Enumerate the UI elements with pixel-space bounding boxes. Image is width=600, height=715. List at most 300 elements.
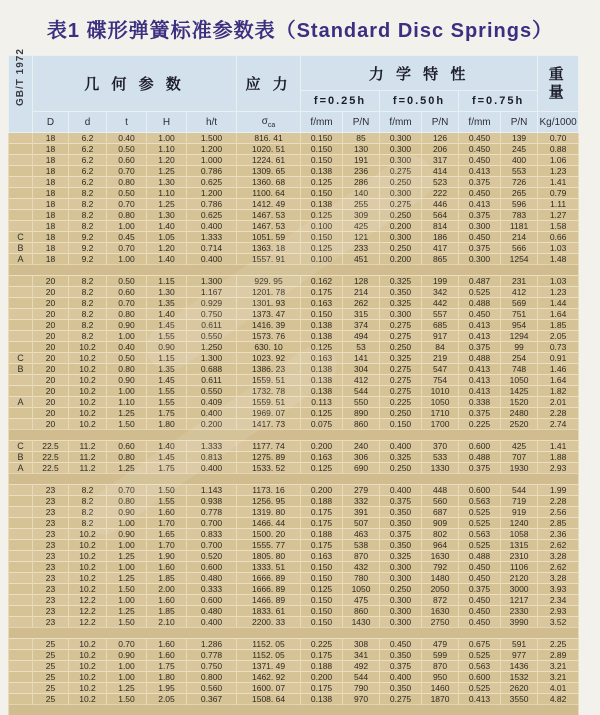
table-row xyxy=(9,551,579,562)
cell-f025: 0.162 xyxy=(301,276,343,287)
cell-p025: 308 xyxy=(343,639,380,650)
cell-p025: 1430 xyxy=(343,617,380,628)
cell-weight: 4.82 xyxy=(538,694,579,705)
group-gap-cell xyxy=(9,705,579,715)
cell-H: 2.00 xyxy=(147,584,187,595)
cell-ht: 0.778 xyxy=(187,650,237,661)
cell-p050: 754 xyxy=(422,375,459,386)
cell-type-letter xyxy=(9,133,33,144)
cell-f050: 0.275 xyxy=(380,331,422,342)
cell-f050: 0.275 xyxy=(380,375,422,386)
cell-sigma: 1467. 53 xyxy=(237,221,301,232)
cell-p025: 374 xyxy=(343,320,380,331)
cell-weight: 3.21 xyxy=(538,672,579,683)
cell-p025: 780 xyxy=(343,573,380,584)
cell-d: 8.2 xyxy=(69,496,107,507)
cell-p025: 279 xyxy=(343,485,380,496)
cell-type-letter: C xyxy=(9,441,33,452)
cell-f050: 0.250 xyxy=(380,243,422,254)
cell-type-letter xyxy=(9,606,33,617)
cell-p050: 2750 xyxy=(422,617,459,628)
cell-H: 1.65 xyxy=(147,529,187,540)
cell-sigma: 1275. 89 xyxy=(237,452,301,463)
cell-f075: 0.450 xyxy=(459,188,501,199)
table-row xyxy=(9,540,579,551)
page-title: 表1 碟形弹簧标准参数表（Standard Disc Springs） xyxy=(0,0,600,43)
cell-ht: 1.200 xyxy=(187,144,237,155)
cell-f075: 0.413 xyxy=(459,375,501,386)
cell-weight: 1.64 xyxy=(538,375,579,386)
cell-H: 1.70 xyxy=(147,540,187,551)
cell-p075: 139 xyxy=(501,133,538,144)
cell-d: 12.2 xyxy=(69,617,107,628)
cell-ht: 0.409 xyxy=(187,397,237,408)
cell-t: 1.00 xyxy=(107,221,147,232)
cell-p050: 186 xyxy=(422,232,459,243)
cell-ht: 0.600 xyxy=(187,562,237,573)
cell-t: 1.00 xyxy=(107,518,147,529)
cell-D: 20 xyxy=(33,364,69,375)
cell-t: 0.50 xyxy=(107,276,147,287)
cell-H: 1.20 xyxy=(147,243,187,254)
table-row xyxy=(9,606,579,617)
table-row xyxy=(9,419,579,430)
cell-type-letter xyxy=(9,551,33,562)
cell-p075: 400 xyxy=(501,155,538,166)
cell-f025: 0.150 xyxy=(301,232,343,243)
cell-p025: 240 xyxy=(343,441,380,452)
cell-D: 18 xyxy=(33,166,69,177)
cell-p050: 685 xyxy=(422,320,459,331)
cell-f025: 0.138 xyxy=(301,386,343,397)
cell-p050: 564 xyxy=(422,210,459,221)
cell-H: 1.25 xyxy=(147,166,187,177)
cell-p025: 870 xyxy=(343,551,380,562)
cell-sigma: 1462. 92 xyxy=(237,672,301,683)
cell-weight: 1.23 xyxy=(538,287,579,298)
cell-f050: 0.275 xyxy=(380,364,422,375)
group-gap-row xyxy=(9,265,579,276)
cell-p050: 479 xyxy=(422,639,459,650)
cell-weight: 2.01 xyxy=(538,397,579,408)
cell-p025: 315 xyxy=(343,309,380,320)
cell-H: 1.60 xyxy=(147,639,187,650)
cell-H: 1.95 xyxy=(147,683,187,694)
cell-ht: 0.778 xyxy=(187,507,237,518)
table-row xyxy=(9,276,579,287)
cell-ht: 1.286 xyxy=(187,639,237,650)
cell-H: 1.40 xyxy=(147,441,187,452)
cell-ht: 0.625 xyxy=(187,177,237,188)
cell-p050: 802 xyxy=(422,529,459,540)
cell-p025: 1050 xyxy=(343,584,380,595)
cell-d: 9.2 xyxy=(69,254,107,265)
cell-type-letter xyxy=(9,595,33,606)
table-row xyxy=(9,694,579,705)
col-header-p025: P/N xyxy=(343,112,380,133)
cell-sigma: 1466. 44 xyxy=(237,518,301,529)
cell-f050: 0.400 xyxy=(380,672,422,683)
cell-d: 10.2 xyxy=(69,661,107,672)
table-row xyxy=(9,364,579,375)
cell-H: 1.35 xyxy=(147,364,187,375)
cell-f025: 0.150 xyxy=(301,309,343,320)
cell-D: 23 xyxy=(33,551,69,562)
cell-f075: 0.413 xyxy=(459,364,501,375)
cell-f050: 0.300 xyxy=(380,232,422,243)
group-gap-cell xyxy=(9,474,579,485)
cell-f075: 0.525 xyxy=(459,287,501,298)
cell-f075: 0.413 xyxy=(459,386,501,397)
col-header-ht: h/t xyxy=(187,112,237,133)
cell-f025: 0.150 xyxy=(301,595,343,606)
cell-H: 1.55 xyxy=(147,397,187,408)
cell-type-letter xyxy=(9,419,33,430)
cell-f075: 0.413 xyxy=(459,694,501,705)
cell-H: 1.35 xyxy=(147,298,187,309)
cell-d: 10.2 xyxy=(69,397,107,408)
cell-H: 1.60 xyxy=(147,507,187,518)
cell-H: 0.90 xyxy=(147,342,187,353)
cell-ht: 0.400 xyxy=(187,617,237,628)
cell-p025: 544 xyxy=(343,672,380,683)
cell-f050: 0.400 xyxy=(380,485,422,496)
cell-t: 1.25 xyxy=(107,551,147,562)
cell-sigma: 1500. 20 xyxy=(237,529,301,540)
cell-p050: 446 xyxy=(422,199,459,210)
cell-p075: 2120 xyxy=(501,573,538,584)
cell-f025: 0.138 xyxy=(301,694,343,705)
table-row xyxy=(9,309,579,320)
cell-f075: 0.488 xyxy=(459,298,501,309)
cell-f075: 0.413 xyxy=(459,320,501,331)
cell-t: 0.70 xyxy=(107,243,147,254)
cell-sigma: 1224. 61 xyxy=(237,155,301,166)
cell-p075: 1254 xyxy=(501,254,538,265)
cell-D: 18 xyxy=(33,221,69,232)
cell-d: 8.2 xyxy=(69,320,107,331)
cell-D: 25 xyxy=(33,661,69,672)
cell-t: 0.80 xyxy=(107,452,147,463)
cell-f075: 0.375 xyxy=(459,210,501,221)
cell-p075: 3990 xyxy=(501,617,538,628)
cell-p075: 1315 xyxy=(501,540,538,551)
cell-d: 10.2 xyxy=(69,639,107,650)
table-body xyxy=(9,133,579,715)
cell-sigma: 1600. 07 xyxy=(237,683,301,694)
cell-d: 10.2 xyxy=(69,342,107,353)
table-row xyxy=(9,320,579,331)
cell-f025: 0.175 xyxy=(301,650,343,661)
table-row xyxy=(9,617,579,628)
cell-t: 0.70 xyxy=(107,199,147,210)
cell-ht: 0.480 xyxy=(187,573,237,584)
cell-p025: 53 xyxy=(343,342,380,353)
cell-sigma: 1152. 05 xyxy=(237,639,301,650)
cell-f025: 0.150 xyxy=(301,562,343,573)
cell-weight: 3.52 xyxy=(538,617,579,628)
cell-type-letter xyxy=(9,617,33,628)
cell-f075: 0.525 xyxy=(459,683,501,694)
cell-t: 0.60 xyxy=(107,155,147,166)
cell-t: 0.90 xyxy=(107,650,147,661)
cell-t: 0.80 xyxy=(107,364,147,375)
cell-p075: 3550 xyxy=(501,694,538,705)
cell-sigma: 1201. 78 xyxy=(237,287,301,298)
table-row xyxy=(9,210,579,221)
cell-f025: 0.138 xyxy=(301,320,343,331)
group-gap-cell xyxy=(9,430,579,441)
cell-H: 1.85 xyxy=(147,606,187,617)
table-row xyxy=(9,507,579,518)
cell-type-letter xyxy=(9,639,33,650)
cell-ht: 0.688 xyxy=(187,364,237,375)
cell-ht: 0.400 xyxy=(187,408,237,419)
cell-d: 10.2 xyxy=(69,540,107,551)
col-header-f075: f/mm xyxy=(459,112,501,133)
group-gap-cell xyxy=(9,628,579,639)
disc-spring-table xyxy=(8,55,579,715)
cell-f075: 0.525 xyxy=(459,507,501,518)
cell-f025: 0.150 xyxy=(301,573,343,584)
cell-type-letter: C xyxy=(9,353,33,364)
cell-type-letter xyxy=(9,166,33,177)
cell-f075: 0.450 xyxy=(459,133,501,144)
cell-f050: 0.350 xyxy=(380,540,422,551)
cell-weight: 2.05 xyxy=(538,331,579,342)
cell-f050: 0.250 xyxy=(380,463,422,474)
deflection-025-header: f=0.25h xyxy=(301,91,380,112)
cell-ht: 0.550 xyxy=(187,386,237,397)
cell-H: 1.15 xyxy=(147,276,187,287)
cell-p050: 557 xyxy=(422,309,459,320)
cell-p050: 792 xyxy=(422,562,459,573)
cell-t: 0.80 xyxy=(107,177,147,188)
cell-sigma: 1333. 51 xyxy=(237,562,301,573)
cell-type-letter xyxy=(9,507,33,518)
cell-p050: 547 xyxy=(422,364,459,375)
cell-sigma: 1557. 91 xyxy=(237,254,301,265)
cell-sigma: 1559. 51 xyxy=(237,375,301,386)
cell-weight: 3.93 xyxy=(538,584,579,595)
cell-D: 20 xyxy=(33,397,69,408)
cell-p050: 533 xyxy=(422,452,459,463)
cell-f050: 0.275 xyxy=(380,320,422,331)
cell-f050: 0.250 xyxy=(380,210,422,221)
cell-f050: 0.350 xyxy=(380,683,422,694)
cell-t: 1.00 xyxy=(107,386,147,397)
cell-f025: 0.188 xyxy=(301,529,343,540)
table-row xyxy=(9,441,579,452)
cell-type-letter xyxy=(9,144,33,155)
cell-f025: 0.150 xyxy=(301,155,343,166)
cell-sigma: 1386. 23 xyxy=(237,364,301,375)
cell-sigma: 1666. 89 xyxy=(237,584,301,595)
cell-f075: 0.600 xyxy=(459,672,501,683)
cell-ht: 0.800 xyxy=(187,672,237,683)
cell-weight: 1.03 xyxy=(538,276,579,287)
cell-sigma: 929. 95 xyxy=(237,276,301,287)
table-row xyxy=(9,485,579,496)
cell-f050: 0.300 xyxy=(380,562,422,573)
group-gap-row xyxy=(9,474,579,485)
cell-p050: 1010 xyxy=(422,386,459,397)
cell-p050: 909 xyxy=(422,518,459,529)
cell-D: 25 xyxy=(33,683,69,694)
cell-D: 18 xyxy=(33,155,69,166)
cell-sigma: 1020. 51 xyxy=(237,144,301,155)
cell-weight: 2.28 xyxy=(538,496,579,507)
cell-d: 10.2 xyxy=(69,364,107,375)
cell-f025: 0.163 xyxy=(301,551,343,562)
cell-d: 10.2 xyxy=(69,386,107,397)
cell-weight: 1.03 xyxy=(538,243,579,254)
cell-t: 1.50 xyxy=(107,617,147,628)
cell-weight: 1.88 xyxy=(538,452,579,463)
cell-f075: 0.450 xyxy=(459,573,501,584)
cell-type-letter xyxy=(9,210,33,221)
cell-f050: 0.325 xyxy=(380,452,422,463)
mechanical-header: 力 学 特 性 xyxy=(301,56,538,91)
cell-type-letter: C xyxy=(9,232,33,243)
cell-f025: 0.200 xyxy=(301,485,343,496)
group-gap-row xyxy=(9,430,579,441)
cell-ht: 1.333 xyxy=(187,232,237,243)
cell-D: 20 xyxy=(33,342,69,353)
cell-d: 8.2 xyxy=(69,309,107,320)
cell-D: 18 xyxy=(33,177,69,188)
cell-p025: 890 xyxy=(343,408,380,419)
cell-t: 1.25 xyxy=(107,463,147,474)
cell-t: 0.70 xyxy=(107,639,147,650)
cell-weight: 2.34 xyxy=(538,595,579,606)
cell-f025: 0.175 xyxy=(301,507,343,518)
cell-t: 1.00 xyxy=(107,672,147,683)
cell-ht: 0.200 xyxy=(187,419,237,430)
cell-f050: 0.350 xyxy=(380,650,422,661)
cell-f025: 0.200 xyxy=(301,672,343,683)
cell-p025: 425 xyxy=(343,221,380,232)
cell-f075: 0.413 xyxy=(459,331,501,342)
cell-t: 1.50 xyxy=(107,584,147,595)
cell-type-letter xyxy=(9,540,33,551)
cell-p075: 1532 xyxy=(501,672,538,683)
cell-p050: 206 xyxy=(422,144,459,155)
cell-t: 0.50 xyxy=(107,353,147,364)
cell-p025: 141 xyxy=(343,353,380,364)
cell-D: 20 xyxy=(33,331,69,342)
cell-p025: 255 xyxy=(343,199,380,210)
cell-f075: 0.563 xyxy=(459,496,501,507)
cell-p075: 1217 xyxy=(501,595,538,606)
cell-f075: 0.450 xyxy=(459,309,501,320)
cell-H: 1.85 xyxy=(147,573,187,584)
cell-f075: 0.488 xyxy=(459,452,501,463)
cell-p075: 2620 xyxy=(501,683,538,694)
cell-weight: 1.64 xyxy=(538,309,579,320)
cell-type-letter: A xyxy=(9,397,33,408)
cell-sigma: 1152. 05 xyxy=(237,650,301,661)
cell-weight: 1.06 xyxy=(538,155,579,166)
cell-f025: 0.075 xyxy=(301,419,343,430)
cell-ht: 0.700 xyxy=(187,518,237,529)
cell-f050: 0.150 xyxy=(380,419,422,430)
cell-f050: 0.325 xyxy=(380,353,422,364)
table-row xyxy=(9,353,579,364)
cell-t: 0.70 xyxy=(107,166,147,177)
cell-p025: 544 xyxy=(343,386,380,397)
cell-weight: 0.66 xyxy=(538,232,579,243)
geometry-header: 几 何 参 数 xyxy=(33,56,237,112)
table-row xyxy=(9,672,579,683)
table-row xyxy=(9,155,579,166)
cell-sigma: 1173. 16 xyxy=(237,485,301,496)
cell-p075: 2330 xyxy=(501,606,538,617)
cell-ht: 0.929 xyxy=(187,298,237,309)
cell-p050: 917 xyxy=(422,331,459,342)
cell-p075: 231 xyxy=(501,276,538,287)
cell-p075: 1436 xyxy=(501,661,538,672)
cell-f075: 0.225 xyxy=(459,419,501,430)
cell-D: 18 xyxy=(33,243,69,254)
cell-f025: 0.100 xyxy=(301,254,343,265)
cell-p025: 121 xyxy=(343,232,380,243)
cell-p075: 1294 xyxy=(501,331,538,342)
cell-d: 9.2 xyxy=(69,232,107,243)
cell-H: 1.15 xyxy=(147,353,187,364)
cell-type-letter xyxy=(9,496,33,507)
cell-H: 1.55 xyxy=(147,386,187,397)
cell-t: 1.50 xyxy=(107,694,147,705)
cell-f050: 0.325 xyxy=(380,298,422,309)
cell-f025: 0.163 xyxy=(301,452,343,463)
cell-p025: 286 xyxy=(343,177,380,188)
cell-D: 25 xyxy=(33,639,69,650)
table-row xyxy=(9,683,579,694)
cell-weight: 2.62 xyxy=(538,540,579,551)
cell-p025: 507 xyxy=(343,518,380,529)
col-header-d: d xyxy=(69,112,107,133)
cell-f025: 0.125 xyxy=(301,408,343,419)
cell-D: 23 xyxy=(33,529,69,540)
cell-H: 1.55 xyxy=(147,496,187,507)
cell-f075: 0.375 xyxy=(459,342,501,353)
cell-d: 6.2 xyxy=(69,177,107,188)
cell-ht: 0.600 xyxy=(187,595,237,606)
cell-d: 10.2 xyxy=(69,672,107,683)
cell-f050: 0.275 xyxy=(380,199,422,210)
cell-t: 0.90 xyxy=(107,529,147,540)
cell-t: 1.00 xyxy=(107,562,147,573)
cell-t: 1.25 xyxy=(107,683,147,694)
cell-t: 0.80 xyxy=(107,309,147,320)
cell-sigma: 1805. 80 xyxy=(237,551,301,562)
cell-d: 11.2 xyxy=(69,441,107,452)
cell-ht: 0.833 xyxy=(187,529,237,540)
table-row xyxy=(9,133,579,144)
cell-type-letter xyxy=(9,683,33,694)
cell-weight: 3.21 xyxy=(538,661,579,672)
cell-weight: 1.44 xyxy=(538,298,579,309)
table-row xyxy=(9,595,579,606)
cell-D: 22.5 xyxy=(33,463,69,474)
cell-weight: 3.28 xyxy=(538,573,579,584)
cell-p025: 860 xyxy=(343,606,380,617)
cell-t: 0.80 xyxy=(107,496,147,507)
cell-weight: 3.28 xyxy=(538,551,579,562)
cell-f025: 0.200 xyxy=(301,441,343,452)
cell-f050: 0.275 xyxy=(380,166,422,177)
